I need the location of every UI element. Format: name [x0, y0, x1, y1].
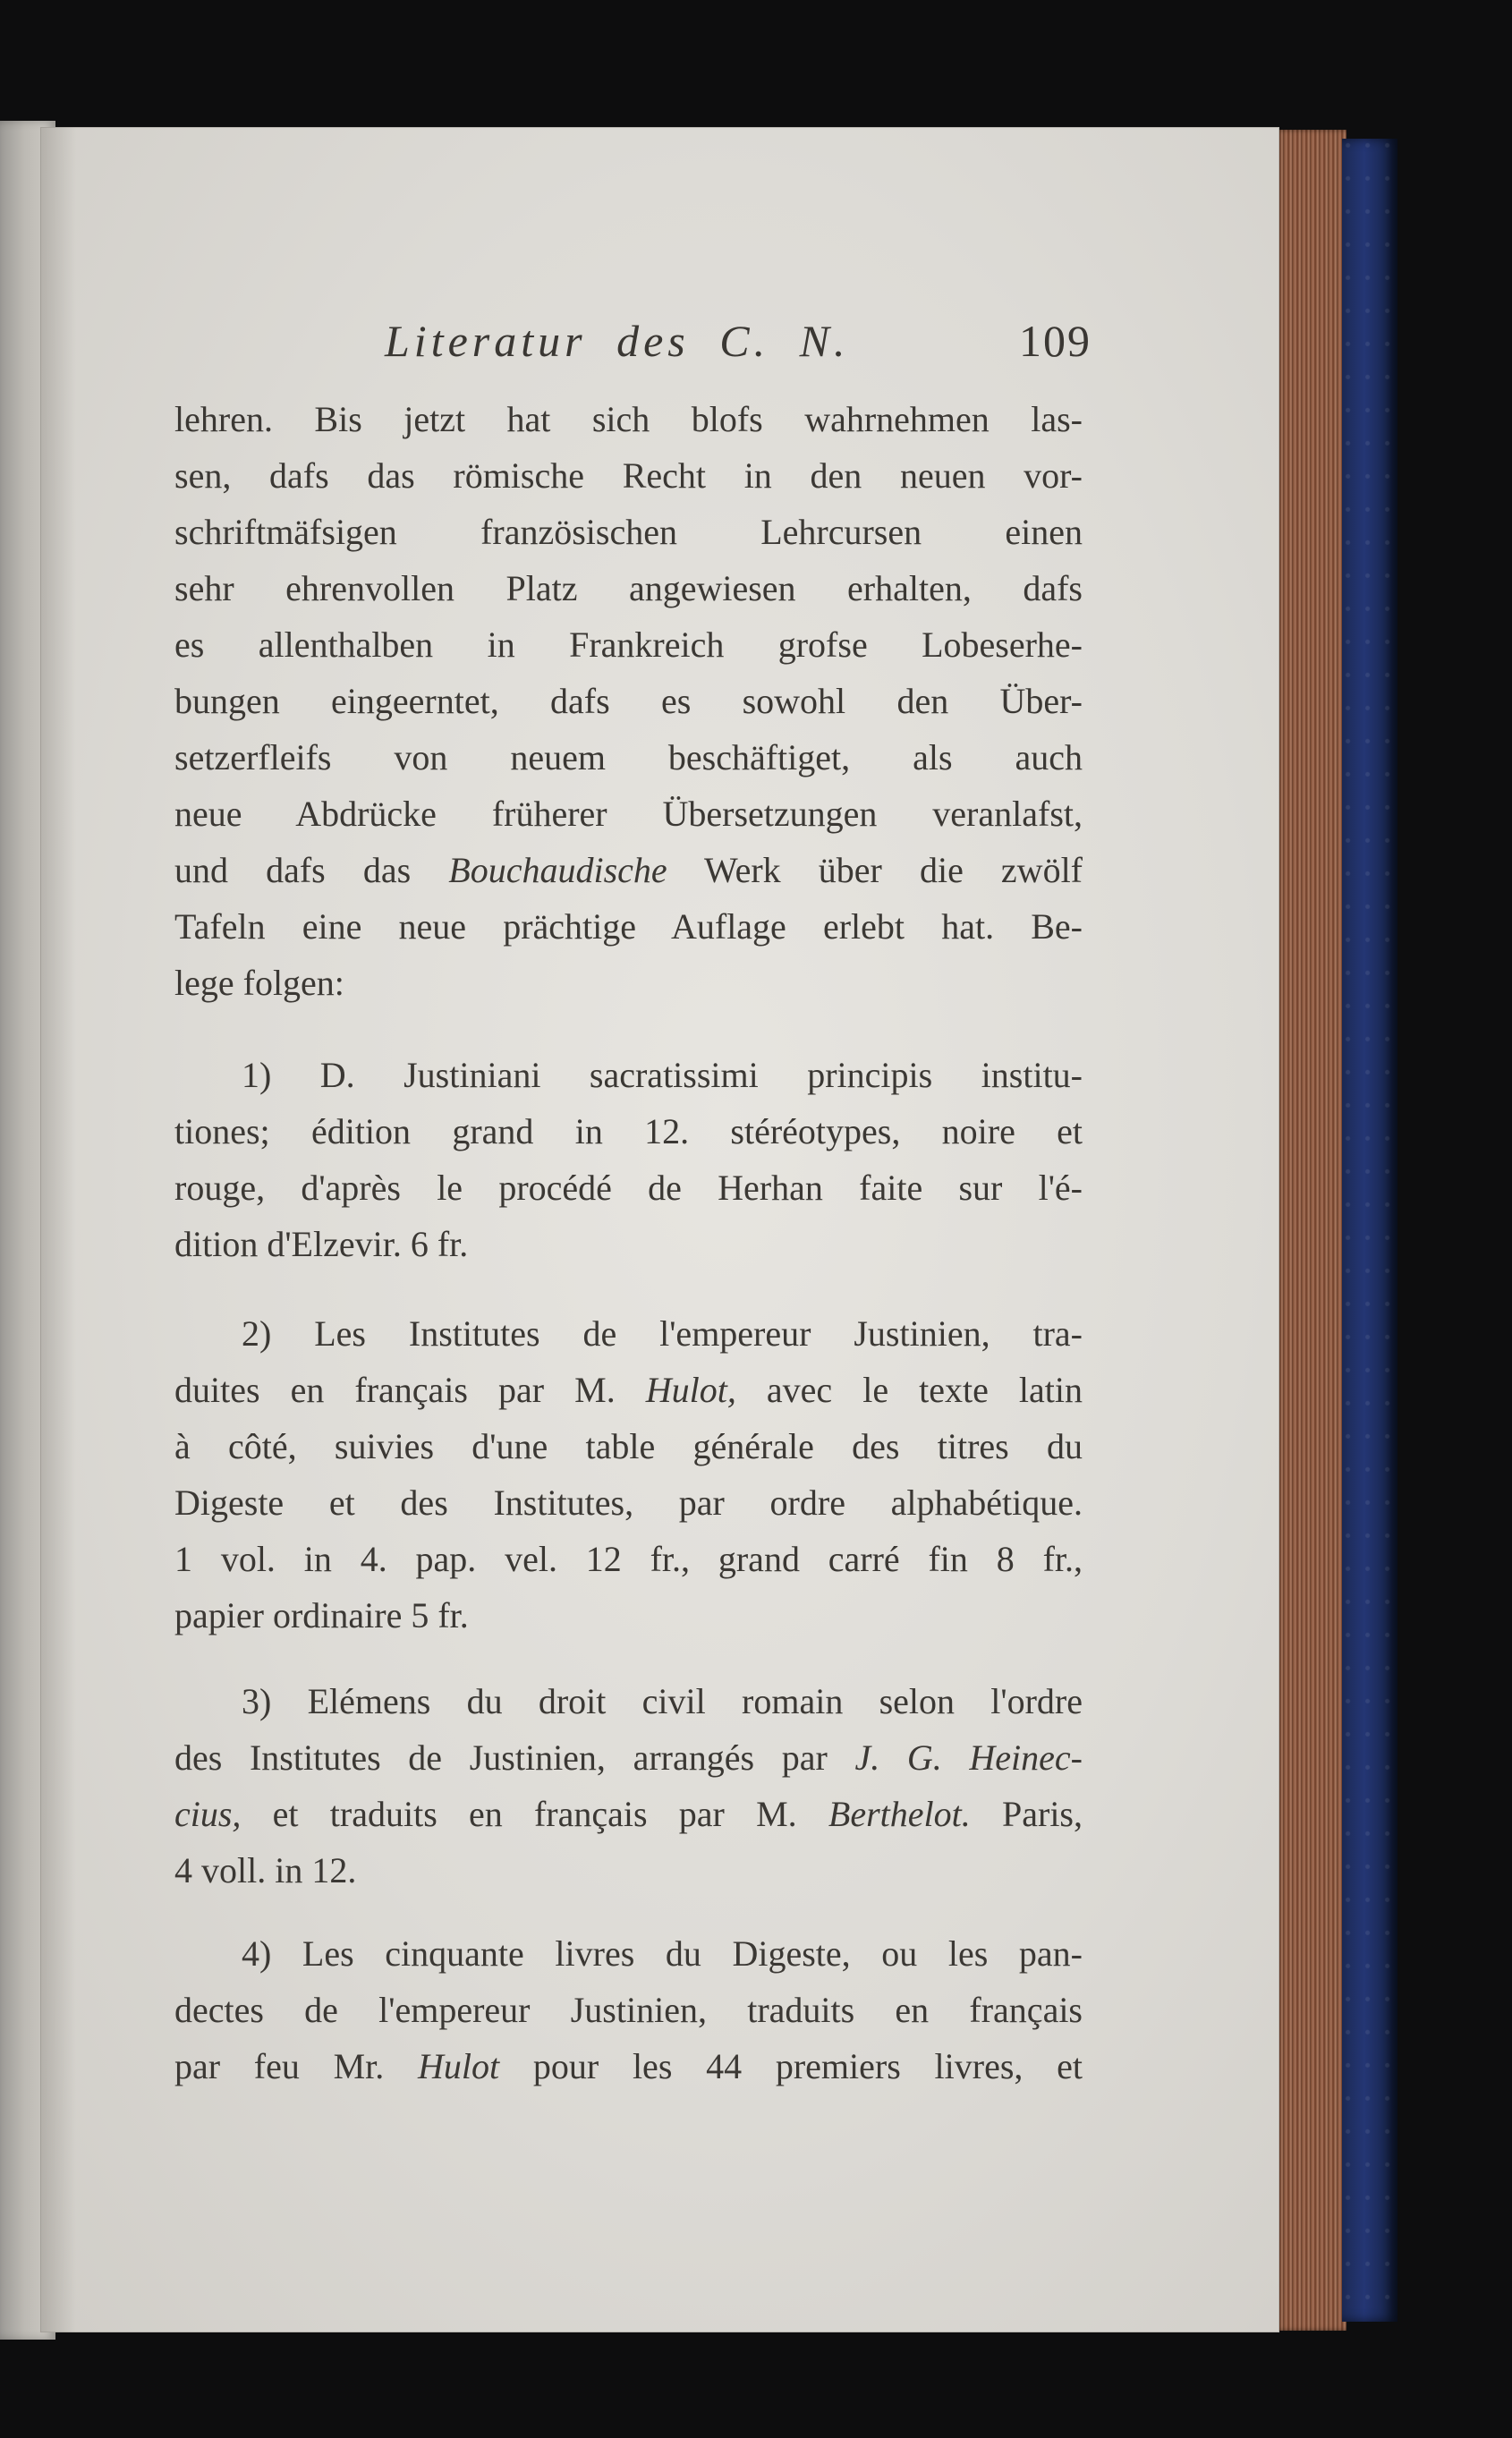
text-line: papier ordinaire 5 fr.: [174, 1595, 469, 1635]
text-line: lehren. Bis jetzt hat sich blofs wahrnehmen las-: [174, 399, 1083, 439]
italic-text-run: Hulot,: [645, 1370, 736, 1410]
text-run: pour les 44 premiers livres, et: [532, 2046, 1083, 2086]
text-line: 4) Les cinquante livres du Digeste, ou les pan-: [242, 1933, 1083, 1974]
text-line: 1) D. Justiniani sacratissimi principis institu-: [242, 1055, 1083, 1095]
italic-text-run: cius,: [174, 1794, 242, 1834]
text-run: des Institutes de Justinien, arrangés par: [174, 1737, 828, 1778]
text-line: [174, 1364, 1083, 1416]
text-line: 4 voll. in 12.: [174, 1850, 357, 1890]
text-line: [174, 2041, 1083, 2093]
italic-text-run: Bouchaudische: [448, 850, 667, 890]
text-line: setzerfleifs von neuem beschäftiget, als auch: [174, 737, 1083, 777]
text-line: tiones; édition grand in 12. stéréotypes, noire et: [174, 1111, 1083, 1151]
text-line: 1 vol. in 4. pap. vel. 12 fr., grand carré fin 8 fr.,: [174, 1539, 1083, 1579]
text-line: [174, 1788, 1083, 1840]
running-header: [385, 315, 1092, 378]
text-line: dition d'Elzevir. 6 fr.: [174, 1224, 469, 1264]
text-line: Digeste et des Institutes, par ordre alphabétique.: [174, 1482, 1083, 1523]
italic-text-run: Hulot: [418, 2046, 500, 2086]
text-line: à côté, suivies d'une table générale des titres du: [174, 1426, 1083, 1466]
text-run: und dafs das: [174, 850, 412, 890]
text-line: Tafeln eine neue prächtige Auflage erlebt hat. Be-: [174, 906, 1083, 947]
page-number: 109: [1019, 316, 1092, 366]
running-head-title: Literatur des C. N.: [385, 316, 850, 366]
text-line: sehr ehrenvollen Platz angewiesen erhalten, dafs: [174, 568, 1083, 608]
text-line: es allenthalben in Frankreich grofse Lobeserhe-: [174, 624, 1083, 665]
text-run: Werk über die zwölf: [704, 850, 1083, 890]
book-cover: [1342, 139, 1397, 2322]
text-line: 3) Elémens du droit civil romain selon l'ordre: [242, 1681, 1083, 1721]
text-line: [174, 1732, 1083, 1784]
text-run: duites en français par M.: [174, 1370, 616, 1410]
text-line: rouge, d'après le procédé de Herhan faite sur l'é-: [174, 1168, 1083, 1208]
text-line: bungen eingeerntet, dafs es sowohl den Über-: [174, 681, 1083, 721]
text-line: 2) Les Institutes de l'empereur Justinien, tra-: [242, 1313, 1083, 1354]
italic-text-run: J. G. Heinec-: [854, 1737, 1083, 1778]
text-line: sen, dafs das römische Recht in den neuen vor-: [174, 455, 1083, 496]
page-block-edges: [1275, 130, 1346, 2331]
text-run: Paris,: [1002, 1794, 1083, 1834]
text-line: [174, 845, 1083, 896]
text-line: lege folgen:: [174, 963, 344, 1003]
text-line: schriftmäfsigen französischen Lehrcursen einen: [174, 512, 1083, 552]
text-run: avec le texte latin: [766, 1370, 1083, 1410]
text-run: par feu Mr.: [174, 2046, 385, 2086]
text-line: dectes de l'empereur Justinien, traduits en français: [174, 1990, 1083, 2030]
text-line: neue Abdrücke früherer Übersetzungen veranlafst,: [174, 794, 1083, 834]
italic-text-run: Berthelot.: [828, 1794, 971, 1834]
text-run: et traduits en français par M.: [272, 1794, 797, 1834]
